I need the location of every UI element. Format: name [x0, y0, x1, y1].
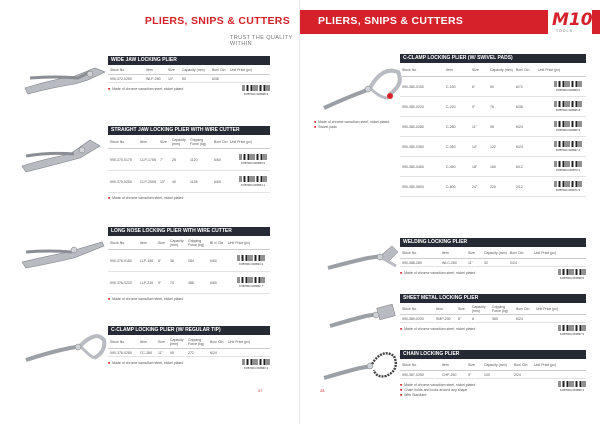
chain-section: [400, 350, 586, 397]
col-stock-no: Stock No.: [402, 306, 418, 311]
col-unit-price: Unit Price (pc): [228, 339, 251, 344]
col-unit-price: Unit Price (pc): [228, 240, 251, 245]
cell-size: 11": [468, 260, 473, 265]
cell-size: 11": [472, 124, 477, 129]
table-row: [400, 315, 586, 323]
table-row: [108, 171, 270, 193]
col-item: Item: [442, 362, 449, 367]
cell-capacity: 95: [490, 124, 494, 129]
left-page-title: PLIERS, SNIPS & CUTTERS: [144, 15, 290, 27]
col-capacity: Capacity (mm): [172, 137, 186, 146]
col-stock-no: Stock No.: [110, 240, 126, 245]
cell-capacity: 220: [490, 184, 496, 189]
cell-box-ctn: 2/24: [514, 372, 521, 377]
welding-plier-image: [324, 240, 402, 276]
wide-jaw-plier-image: [20, 58, 110, 98]
cell-item: CLP-250S: [140, 179, 157, 184]
col-stock-no: Stock No.: [402, 67, 418, 72]
cell-size: 9": [472, 104, 476, 109]
col-size: Size: [468, 250, 475, 255]
note: ■ Made of chrome vanadium steel, nickel plated: [400, 383, 476, 387]
right-banner: [300, 10, 600, 34]
chain-notes: [400, 382, 475, 397]
cell-capacity: 76: [490, 104, 494, 109]
cell-stock-no: 990-370-0175: [110, 157, 132, 162]
cell-item: C-150: [446, 84, 456, 89]
col-item: Item: [146, 67, 153, 72]
wide-jaw-title: WIDE JAW LOCKING PLIER: [108, 56, 270, 65]
barcode: 8 887004 045865 8: [536, 101, 586, 112]
col-item: Item: [140, 139, 147, 144]
table-row: [400, 157, 586, 177]
welding-notes: [400, 270, 475, 280]
chain-plier-image: [320, 344, 402, 388]
barcode: 8 887004 045870 2: [536, 161, 586, 172]
cell-item: LLP-150: [140, 258, 154, 263]
long-nose-table-header: [108, 236, 270, 250]
cell-size: 14": [472, 144, 478, 149]
wide-jaw-section: [108, 56, 270, 96]
cell-capacity: 8: [472, 316, 474, 321]
col-size: Size: [458, 306, 465, 311]
barcode: 8 887004 045862 7: [226, 277, 266, 288]
barcode: 8 887004 045868 9: [242, 85, 270, 96]
col-capacity: Capacity (mm): [170, 238, 184, 247]
cell-gripping-force: 1120: [190, 157, 198, 162]
cell-size: 10": [160, 179, 166, 184]
cell-size: 6": [472, 84, 476, 89]
note: ■ With Standard: [400, 393, 427, 397]
c-clamp-regular-title: C-CLAMP LOCKING PLIER (W/ REGULAR TIP): [108, 326, 270, 335]
sheet-metal-notes: [400, 326, 475, 336]
barcode: 8 887004 045898 6: [558, 269, 586, 280]
col-box-ctn: Box/ Ctn: [516, 306, 530, 311]
sheet-metal-table-header: [400, 303, 586, 315]
col-capacity: Capacity (mm): [484, 362, 507, 367]
cell-item: C-220: [446, 104, 456, 109]
cell-box-ctn: 6/36: [212, 76, 219, 81]
cell-size: 7": [160, 157, 164, 162]
barcode: 8 887004 045866 5: [536, 121, 586, 132]
cell-capacity: 95: [170, 350, 174, 355]
cell-box-ctn: 6/60: [210, 258, 217, 263]
cell-gripping-force: 272: [188, 350, 194, 355]
col-gripping-force: Gripping Force (kg): [492, 304, 508, 313]
barcode: 8 887004 045899 3: [558, 381, 586, 397]
cell-box-ctn: 6/36: [516, 104, 523, 109]
straight-jaw-plier-image: [18, 132, 106, 174]
col-box-ctn: Bl x/ Ctn: [210, 240, 224, 245]
cell-item: CHP-250: [442, 372, 457, 377]
table-row: [400, 371, 586, 379]
welding-title: WELDING LOCKING PLIER: [400, 238, 586, 247]
table-row: [108, 349, 270, 357]
barcode: 8 887004 045897 9: [558, 325, 586, 336]
welding-section: [400, 238, 586, 280]
cell-box-ctn: 6/60: [214, 157, 221, 162]
cell-box-ctn: 6/24: [210, 350, 217, 355]
right-page-number: 28: [320, 388, 325, 393]
note: ■ Made of chrome vanadium steel, nickel plated: [314, 120, 390, 124]
col-size: Size: [160, 139, 167, 144]
cell-size: 11": [158, 350, 163, 355]
straight-jaw-title: STRAIGHT JAW LOCKING PLIER WITH WIRE CUTTER: [108, 126, 270, 135]
table-row: [400, 117, 586, 137]
col-gripping-force: Gripping Force (kg): [188, 238, 204, 247]
cell-box-ctn: 6/60: [210, 280, 217, 285]
col-item: Item: [436, 306, 443, 311]
cell-gripping-force: 284: [188, 258, 194, 263]
col-box-ctn: Box/ Ctn: [210, 339, 224, 344]
tagline: TRUST THE QUALITY WITHIN: [230, 35, 293, 47]
col-stock-no: Stock No.: [402, 362, 418, 367]
table-row: [108, 75, 270, 83]
straight-jaw-table-header: [108, 135, 270, 149]
straight-jaw-section: [108, 126, 270, 200]
col-capacity: Capacity (mm): [472, 304, 486, 313]
cell-stock-no: 990-380-0350: [402, 144, 424, 149]
note: ■ Chain holds and locks around any shape: [400, 388, 468, 392]
cell-capacity: 50: [182, 76, 186, 81]
wide-jaw-notes: [108, 86, 183, 96]
c-clamp-swivel-notes: [314, 119, 394, 129]
chain-table-header: [400, 359, 586, 371]
note: ■ Swivel pads: [314, 125, 337, 129]
cell-box-ctn: 2/12: [516, 184, 523, 189]
cell-item: C-350: [446, 144, 456, 149]
barcode: 8 887004 045853 5: [228, 154, 268, 165]
col-gripping-force: Gripping Force (kg): [188, 337, 204, 346]
cell-capacity: 32: [484, 260, 488, 265]
note: ■ Made of chrome vanadium steel, nickel plated: [108, 297, 184, 301]
table-row: [108, 250, 270, 272]
cell-item: SMP-200: [436, 316, 451, 321]
barcode: 8 887004 045863 4: [226, 255, 266, 266]
table-row: [400, 97, 586, 117]
col-box-ctn: Box/ Ctn: [214, 139, 228, 144]
cell-stock-no: 990-378-0280: [110, 350, 132, 355]
col-unit-price: Unit Price (pc): [538, 67, 561, 72]
col-unit-price: Unit Price (pc): [230, 67, 253, 72]
cell-stock-no: 990-376-0220: [110, 280, 132, 285]
cell-capacity: 160: [490, 164, 496, 169]
cell-item: LLP-220: [140, 280, 154, 285]
note: ■ Made of chrome vanadium steel, nickel plated: [108, 361, 184, 365]
col-item: Item: [442, 250, 449, 255]
cell-capacity: 36: [170, 258, 174, 263]
cell-item: C-600: [446, 184, 456, 189]
c-clamp-regular-section: [108, 326, 270, 370]
col-size: Size: [168, 67, 175, 72]
col-size: Size: [158, 339, 165, 344]
col-box-ctn: Box/ Ctn: [510, 250, 524, 255]
table-row: [108, 149, 270, 171]
left-page-number: 27: [258, 388, 263, 393]
cell-box-ctn: 6/24: [516, 124, 523, 129]
c-clamp-swivel-section: [400, 54, 586, 197]
barcode: 8 887004 045867 2: [536, 141, 586, 152]
table-row: [400, 177, 586, 197]
cell-size: 8": [458, 316, 462, 321]
left-banner: [0, 10, 300, 34]
barcode: 8 887004 045864 1: [228, 176, 268, 187]
col-size: Size: [472, 67, 479, 72]
cell-gripping-force: 488: [188, 280, 194, 285]
c-clamp-regular-notes: [108, 360, 183, 370]
col-capacity: Capacity (mm): [182, 67, 205, 72]
sheet-metal-title: SHEET METAL LOCKING PLIER: [400, 294, 586, 303]
cell-item: WLC-280: [442, 260, 457, 265]
cell-box-ctn: 6/72: [516, 84, 523, 89]
brand-logo: M10 TOOLS: [548, 8, 592, 36]
wide-jaw-table-header: [108, 65, 270, 75]
cell-stock-no: 990-380-0450: [402, 164, 424, 169]
cell-box-ctn: 6/24: [516, 316, 523, 321]
cell-gripping-force: 360: [492, 316, 498, 321]
col-gripping-force: Gripping Force (kg): [190, 137, 206, 146]
col-box-ctn: Box/ Ctn: [514, 362, 528, 367]
note: ■ Made of chrome vanadium steel, nickel plated: [400, 271, 476, 275]
cell-stock-no: 990-388-280: [402, 260, 422, 265]
note: ■ Made of chrome vanadium steel, nickel plated: [400, 327, 476, 331]
cell-stock-no: 990-380-0280: [402, 124, 424, 129]
cell-stock-no: 990-380-0220: [402, 104, 424, 109]
c-clamp-regular-plier-image: [20, 322, 108, 370]
col-unit-price: Unit Price (pc): [536, 306, 559, 311]
sheet-metal-section: [400, 294, 586, 336]
cell-stock-no: 990-389-0200: [402, 316, 424, 321]
col-item: Item: [140, 339, 147, 344]
sheet-metal-plier-image: [326, 298, 400, 334]
right-page: [300, 0, 600, 424]
col-unit-price: Unit Price (pc): [230, 139, 253, 144]
barcode: 8 887004 045869 6: [536, 81, 586, 92]
col-unit-price: Unit Price (pc): [534, 250, 557, 255]
note: ■ Made of chrome vanadium steel, nickel plated: [108, 87, 184, 91]
cell-item: CLP-175S: [140, 157, 157, 162]
cell-capacity: 50: [490, 84, 494, 89]
cell-box-ctn: 6/60: [214, 179, 221, 184]
cell-size: 18": [472, 164, 478, 169]
barcode: 8 887004 045860 3: [242, 359, 270, 370]
cell-size: 9": [158, 280, 162, 285]
cell-item: C-450: [446, 164, 456, 169]
table-row: [400, 259, 586, 267]
cell-stock-no: 990-380-0600: [402, 184, 424, 189]
cell-stock-no: 990-380-0150: [402, 84, 424, 89]
cell-size: 10": [168, 76, 174, 81]
chain-title: CHAIN LOCKING PLIER: [400, 350, 586, 359]
cell-stock-no: 990-376-0150: [110, 258, 132, 263]
note: ■ Made of chrome vanadium steel, nickel plated: [108, 196, 184, 200]
cell-capacity: 25: [172, 157, 176, 162]
col-item: Item: [140, 240, 147, 245]
col-item: Item: [446, 67, 453, 72]
col-capacity: Capacity (mm): [490, 67, 513, 72]
long-nose-title: LONG NOSE LOCKING PLIER WITH WIRE CUTTER: [108, 227, 270, 236]
table-row: [400, 77, 586, 97]
col-stock-no: Stock No.: [110, 67, 126, 72]
col-stock-no: Stock No.: [402, 250, 418, 255]
cell-size: 6": [158, 258, 162, 263]
cell-stock-no: 990-372-0250: [110, 76, 132, 81]
c-clamp-regular-table-header: [108, 335, 270, 349]
c-clamp-swivel-title: C-CLAMP LOCKING PLIER (W/ SWIVEL PADS): [400, 54, 586, 63]
cell-size: 24": [472, 184, 478, 189]
cell-item: CC-280: [140, 350, 153, 355]
cell-item: WLP-250: [146, 76, 161, 81]
col-capacity: Capacity (mm): [170, 337, 184, 346]
col-box-ctn: Box/ Ctn: [212, 67, 226, 72]
cell-size: 9": [468, 372, 472, 377]
col-capacity: Capacity (mm): [484, 250, 507, 255]
cell-capacity: 122: [490, 144, 496, 149]
c-clamp-swivel-table-header: [400, 63, 586, 77]
long-nose-section: [108, 227, 270, 301]
col-size: Size: [468, 362, 475, 367]
cell-box-ctn: 6/12: [516, 164, 523, 169]
cell-capacity: 70: [170, 280, 174, 285]
long-nose-notes: [108, 297, 270, 301]
col-box-ctn: Box/ Ctn: [516, 67, 530, 72]
col-stock-no: Stock No.: [110, 339, 126, 344]
long-nose-plier-image: [18, 232, 106, 272]
cell-capacity: 40: [172, 179, 176, 184]
cell-box-ctn: 2/24: [510, 260, 517, 265]
col-size: Size: [158, 240, 165, 245]
table-row: [400, 137, 586, 157]
cell-capacity: 100: [484, 372, 490, 377]
right-page-title: PLIERS, SNIPS & CUTTERS: [318, 15, 464, 27]
col-stock-no: Stock No.: [110, 139, 126, 144]
col-unit-price: Unit Price (pc): [534, 362, 557, 367]
cell-stock-no: 990-370-0250: [110, 179, 132, 184]
barcode: 8 887004 045871 9: [536, 181, 586, 192]
cell-box-ctn: 6/24: [516, 144, 523, 149]
cell-gripping-force: 1135: [190, 179, 198, 184]
cell-stock-no: 990-387-0250: [402, 372, 424, 377]
straight-jaw-notes: [108, 196, 270, 200]
c-clamp-swivel-plier-image: [318, 58, 404, 118]
welding-table-header: [400, 247, 586, 259]
table-row: [108, 272, 270, 294]
cell-item: C-280: [446, 124, 456, 129]
